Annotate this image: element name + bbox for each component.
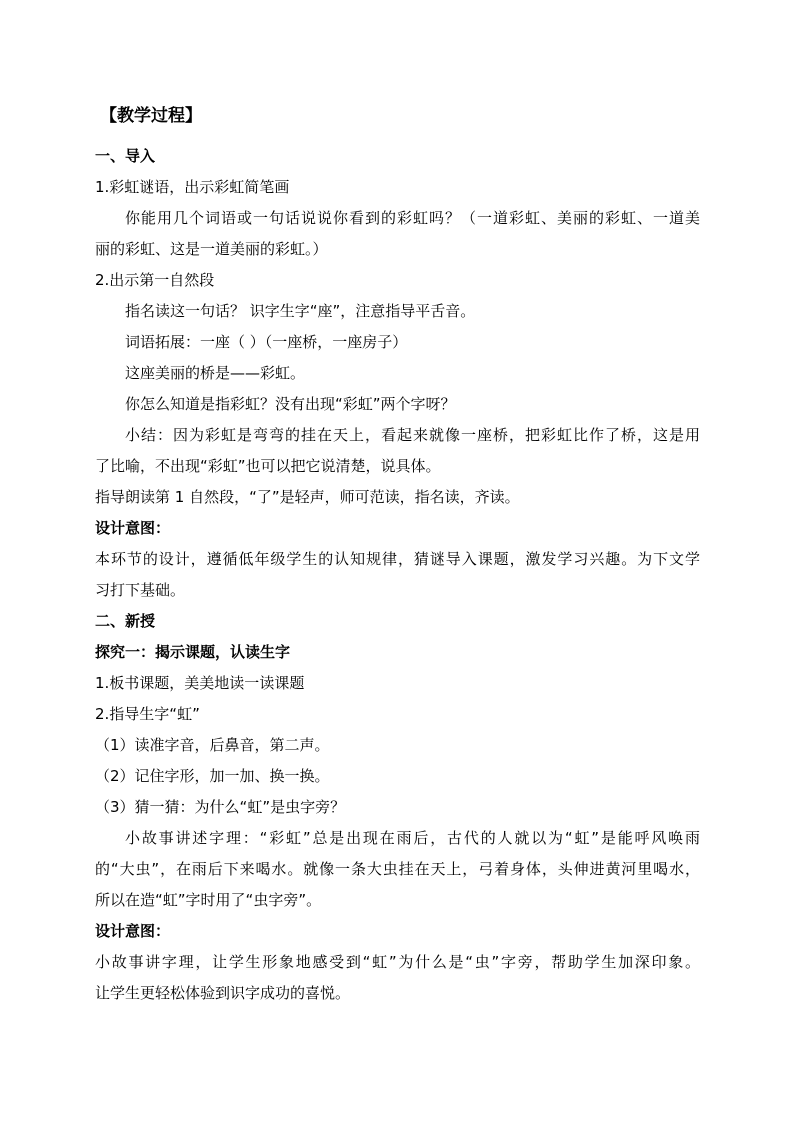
paragraph-line: 小故事讲述字理：“彩虹”总是出现在雨后，古代的人就以为“虹”是能呼风唤雨 (125, 829, 700, 847)
list-item: 1.彩虹谜语，出示彩虹简笔画 (95, 178, 290, 196)
section-title: 【教学过程】 (100, 106, 202, 126)
paragraph-line: 你能用几个词语或一句话说说你看到的彩虹吗？（一道彩虹、美丽的彩虹、一道美 (125, 209, 700, 227)
paragraph-line: 小结：因为彩虹是弯弯的挂在天上，看起来就像一座桥，把彩虹比作了桥，这是用 (125, 426, 700, 444)
list-item: 2.指导生字“虹” (95, 705, 200, 723)
paragraph-line: 了比喻，不出现“彩虹”也可以把它说清楚，说具体。 (95, 457, 441, 475)
sub-list-item: （1）读准字音，后鼻音，第二声。 (95, 736, 330, 754)
paragraph-line: 习打下基础。 (95, 581, 186, 599)
explore-heading: 探究一：揭示课题，认读生字 (95, 643, 291, 661)
paragraph-line: 所以在造“虹”字时用了“虫字旁”。 (95, 891, 322, 909)
paragraph-line: 你怎么知道是指彩虹？没有出现“彩虹”两个字呀？ (125, 395, 456, 413)
paragraph-line: 让学生更轻松体验到识字成功的喜悦。 (95, 984, 351, 1002)
paragraph-line: 丽的彩虹、这是一道美丽的彩虹。） (95, 240, 328, 258)
paragraph-line: 这座美丽的桥是——彩虹。 (125, 364, 306, 382)
design-intent-heading: 设计意图： (95, 519, 171, 537)
design-intent-heading: 设计意图： (95, 922, 171, 940)
list-item: 1.板书课题，美美地读一读课题 (95, 674, 305, 692)
list-item: 2.出示第一自然段 (95, 271, 215, 289)
sub-list-item: （2）记住字形，加一加、换一换。 (95, 767, 330, 785)
paragraph-line: 本环节的设计，遵循低年级学生的认知规律，猜谜导入课题，激发学习兴趣。为下文学 (95, 550, 700, 568)
heading-new-lesson: 二、新授 (95, 612, 156, 630)
paragraph-line: 词语拓展：一座（ ）（一座桥，一座房子） (125, 333, 408, 351)
sub-list-item: （3）猜一猜：为什么“虹”是虫字旁？ (95, 798, 346, 816)
paragraph-line: 指导朗读第 1 自然段，“了”是轻声，师可范读，指名读，齐读。 (95, 488, 520, 506)
paragraph-line: 指名读这一句话？ 识字生字“座”，注意指导平舌音。 (125, 302, 476, 320)
heading-intro: 一、导入 (95, 147, 156, 165)
paragraph-line: 小故事讲字理，让学生形象地感受到“虹”为什么是“虫”字旁，帮助学生加深印象。 (95, 953, 700, 971)
paragraph-line: 的“大虫”，在雨后下来喝水。就像一条大虫挂在天上，弓着身体，头伸进黄河里喝水， (95, 860, 700, 878)
